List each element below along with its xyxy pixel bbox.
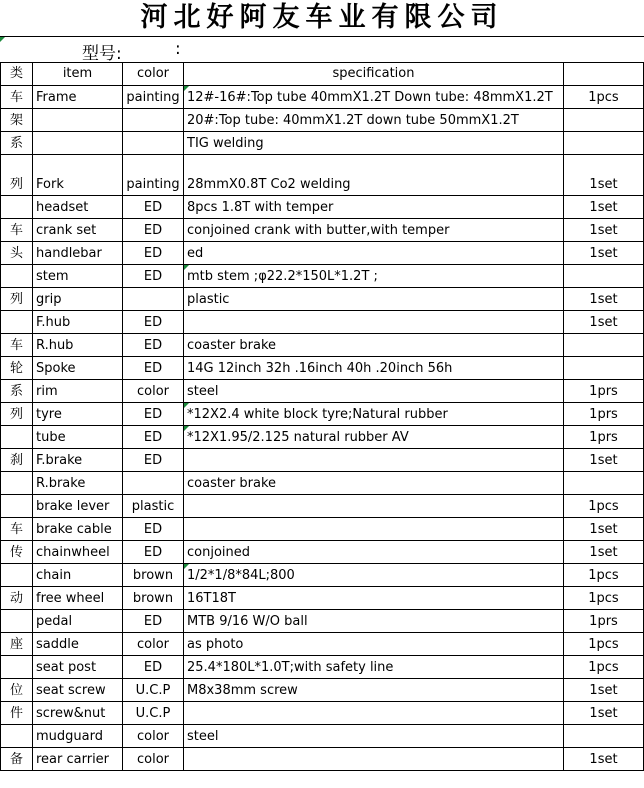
qty-cell: 1pcs xyxy=(564,495,644,518)
color-cell: color xyxy=(123,748,184,771)
color-cell: ED xyxy=(123,196,184,219)
category-cell xyxy=(1,564,33,587)
qty-cell xyxy=(564,109,644,132)
table-row xyxy=(1,495,644,518)
spec-cell xyxy=(184,449,564,472)
spec-cell xyxy=(184,518,564,541)
table-row xyxy=(1,610,644,633)
spec-cell: 28mmX0.8T Co2 welding xyxy=(184,155,564,196)
category-cell: 系 xyxy=(1,380,33,403)
spec-cell xyxy=(184,702,564,725)
spec-cell: conjoined xyxy=(184,541,564,564)
cell-marker-icon xyxy=(184,265,189,270)
qty-cell xyxy=(564,265,644,288)
color-cell: ED xyxy=(123,518,184,541)
table-row xyxy=(1,403,644,426)
color-cell: color xyxy=(123,380,184,403)
spec-cell: *12X2.4 white block tyre;Natural rubber xyxy=(184,403,564,426)
item-cell: mudguard xyxy=(33,725,123,748)
table-row xyxy=(1,633,644,656)
item-cell: chain xyxy=(33,564,123,587)
cell-marker-icon xyxy=(184,426,189,431)
item-cell: rim xyxy=(33,380,123,403)
item-cell: brake lever xyxy=(33,495,123,518)
category-cell: 备 xyxy=(1,748,33,771)
qty-cell: 1set xyxy=(564,288,644,311)
item-cell: R.hub xyxy=(33,334,123,357)
spec-cell xyxy=(184,748,564,771)
color-cell: ED xyxy=(123,610,184,633)
item-cell: grip xyxy=(33,288,123,311)
spec-cell: MTB 9/16 W/O ball xyxy=(184,610,564,633)
header-color: color xyxy=(123,63,184,86)
spec-cell: 8pcs 1.8T with temper xyxy=(184,196,564,219)
color-cell: ED xyxy=(123,541,184,564)
color-cell: color xyxy=(123,725,184,748)
item-cell: seat screw xyxy=(33,679,123,702)
spec-cell xyxy=(184,495,564,518)
color-cell: color xyxy=(123,633,184,656)
item-cell: F.hub xyxy=(33,311,123,334)
table-row xyxy=(1,656,644,679)
model-colon: : xyxy=(175,39,181,59)
item-cell: crank set xyxy=(33,219,123,242)
qty-cell: 1pcs xyxy=(564,86,644,109)
spec-cell: mtb stem ;φ22.2*150L*1.2T ; xyxy=(184,265,564,288)
category-cell xyxy=(1,610,33,633)
color-cell: ED xyxy=(123,242,184,265)
table-row xyxy=(1,426,644,449)
table-row xyxy=(1,725,644,748)
category-cell: 位 xyxy=(1,679,33,702)
qty-cell: 1set xyxy=(564,679,644,702)
qty-cell: 1set xyxy=(564,518,644,541)
spec-cell: 25.4*180L*1.0T;with safety line xyxy=(184,656,564,679)
qty-cell xyxy=(564,132,644,155)
color-cell: ED xyxy=(123,265,184,288)
table-row xyxy=(1,679,644,702)
spec-cell xyxy=(184,311,564,334)
qty-cell: 1set xyxy=(564,155,644,196)
qty-cell: 1pcs xyxy=(564,656,644,679)
item-cell: tyre xyxy=(33,403,123,426)
cell-marker-icon xyxy=(184,564,189,569)
item-cell: seat post xyxy=(33,656,123,679)
qty-cell: 1pcs xyxy=(564,633,644,656)
category-cell: 刹 xyxy=(1,449,33,472)
qty-cell: 1set xyxy=(564,242,644,265)
table-row xyxy=(1,748,644,771)
category-cell: 列 xyxy=(1,155,33,196)
cell-marker-icon xyxy=(184,86,189,91)
qty-cell: 1set xyxy=(564,748,644,771)
table-row xyxy=(1,334,644,357)
item-cell: saddle xyxy=(33,633,123,656)
category-cell: 车 xyxy=(1,86,33,109)
header-cat: 类 xyxy=(1,63,33,86)
category-cell: 传 xyxy=(1,541,33,564)
color-cell: painting xyxy=(123,155,184,196)
spec-cell: 14G 12inch 32h .16inch 40h .20inch 56h xyxy=(184,357,564,380)
category-cell xyxy=(1,656,33,679)
category-cell: 列 xyxy=(1,403,33,426)
category-cell xyxy=(1,265,33,288)
qty-cell: 1prs xyxy=(564,403,644,426)
table-row xyxy=(1,196,644,219)
qty-cell: 1set xyxy=(564,311,644,334)
item-cell: handlebar xyxy=(33,242,123,265)
table-row xyxy=(1,449,644,472)
model-row xyxy=(0,36,644,63)
qty-cell: 1set xyxy=(564,219,644,242)
spec-cell: 16T18T xyxy=(184,587,564,610)
table-row xyxy=(1,702,644,725)
header-item: item xyxy=(33,63,123,86)
qty-cell xyxy=(564,334,644,357)
model-label: 型号: xyxy=(82,44,122,64)
qty-cell: 1pcs xyxy=(564,564,644,587)
item-cell xyxy=(33,132,123,155)
category-cell xyxy=(1,196,33,219)
qty-cell: 1prs xyxy=(564,426,644,449)
color-cell: ED xyxy=(123,449,184,472)
table-row xyxy=(1,242,644,265)
color-cell: U.C.P xyxy=(123,702,184,725)
item-cell: headset xyxy=(33,196,123,219)
company-title: 河北好阿友车业有限公司 xyxy=(140,2,504,33)
item-cell: stem xyxy=(33,265,123,288)
color-cell: plastic xyxy=(123,495,184,518)
color-cell: ED xyxy=(123,656,184,679)
qty-cell xyxy=(564,472,644,495)
category-cell: 架 xyxy=(1,109,33,132)
spec-cell: ed xyxy=(184,242,564,265)
qty-cell: 1prs xyxy=(564,380,644,403)
item-cell: Frame xyxy=(33,86,123,109)
qty-cell: 1set xyxy=(564,702,644,725)
item-cell: R.brake xyxy=(33,472,123,495)
table-row xyxy=(1,541,644,564)
color-cell xyxy=(123,132,184,155)
spec-cell: 1/2*1/8*84L;800 xyxy=(184,564,564,587)
table-row xyxy=(1,518,644,541)
color-cell: ED xyxy=(123,311,184,334)
spec-cell: conjoined crank with butter,with temper xyxy=(184,219,564,242)
qty-cell: 1set xyxy=(564,196,644,219)
category-cell xyxy=(1,311,33,334)
spec-cell: as photo xyxy=(184,633,564,656)
table-row xyxy=(1,219,644,242)
category-cell: 头 xyxy=(1,242,33,265)
header-qty xyxy=(564,63,644,86)
category-cell: 轮 xyxy=(1,357,33,380)
item-cell: rear carrier xyxy=(33,748,123,771)
color-cell: painting xyxy=(123,86,184,109)
cell-marker-icon xyxy=(0,37,5,42)
color-cell: ED xyxy=(123,403,184,426)
category-cell xyxy=(1,472,33,495)
table-header-row xyxy=(1,63,644,86)
qty-cell: 1set xyxy=(564,449,644,472)
item-cell: free wheel xyxy=(33,587,123,610)
header-spec: specification xyxy=(184,63,564,86)
item-cell: screw&nut xyxy=(33,702,123,725)
qty-cell: 1set xyxy=(564,541,644,564)
table-row xyxy=(1,132,644,155)
category-cell xyxy=(1,725,33,748)
color-cell xyxy=(123,109,184,132)
table-row xyxy=(1,472,644,495)
item-cell: pedal xyxy=(33,610,123,633)
category-cell: 系 xyxy=(1,132,33,155)
spec-cell: 12#-16#:Top tube 40mmX1.2T Down tube: 48mmX1.2T xyxy=(184,86,564,109)
category-cell: 列 xyxy=(1,288,33,311)
category-cell: 座 xyxy=(1,633,33,656)
category-cell: 动 xyxy=(1,587,33,610)
color-cell: ED xyxy=(123,334,184,357)
spec-cell: 20#:Top tube: 40mmX1.2T down tube 50mmX1.2T xyxy=(184,109,564,132)
spec-cell: steel xyxy=(184,380,564,403)
table-row xyxy=(1,155,644,196)
table-row xyxy=(1,564,644,587)
table-row xyxy=(1,587,644,610)
color-cell: ED xyxy=(123,357,184,380)
item-cell: F.brake xyxy=(33,449,123,472)
spec-table xyxy=(0,62,644,771)
color-cell: brown xyxy=(123,564,184,587)
table-row xyxy=(1,311,644,334)
table-row xyxy=(1,380,644,403)
qty-cell: 1prs xyxy=(564,610,644,633)
qty-cell xyxy=(564,725,644,748)
spec-cell: coaster brake xyxy=(184,334,564,357)
color-cell: U.C.P xyxy=(123,679,184,702)
item-cell: tube xyxy=(33,426,123,449)
table-row xyxy=(1,109,644,132)
item-cell: Spoke xyxy=(33,357,123,380)
category-cell xyxy=(1,426,33,449)
table-row xyxy=(1,86,644,109)
category-cell xyxy=(1,495,33,518)
spec-cell: steel xyxy=(184,725,564,748)
color-cell: ED xyxy=(123,219,184,242)
table-row xyxy=(1,265,644,288)
item-cell xyxy=(33,109,123,132)
table-row xyxy=(1,357,644,380)
spec-cell: plastic xyxy=(184,288,564,311)
item-cell: chainwheel xyxy=(33,541,123,564)
item-cell: Fork xyxy=(33,155,123,196)
cell-marker-icon xyxy=(184,403,189,408)
spec-cell: coaster brake xyxy=(184,472,564,495)
color-cell xyxy=(123,288,184,311)
color-cell: ED xyxy=(123,426,184,449)
table-row xyxy=(1,288,644,311)
item-cell: brake cable xyxy=(33,518,123,541)
category-cell: 车 xyxy=(1,334,33,357)
category-cell: 件 xyxy=(1,702,33,725)
spec-cell: TIG welding xyxy=(184,132,564,155)
spec-cell: M8x38mm screw xyxy=(184,679,564,702)
category-cell: 车 xyxy=(1,219,33,242)
qty-cell: 1pcs xyxy=(564,587,644,610)
color-cell xyxy=(123,472,184,495)
qty-cell xyxy=(564,357,644,380)
spec-cell: *12X1.95/2.125 natural rubber AV xyxy=(184,426,564,449)
color-cell: brown xyxy=(123,587,184,610)
category-cell: 车 xyxy=(1,518,33,541)
